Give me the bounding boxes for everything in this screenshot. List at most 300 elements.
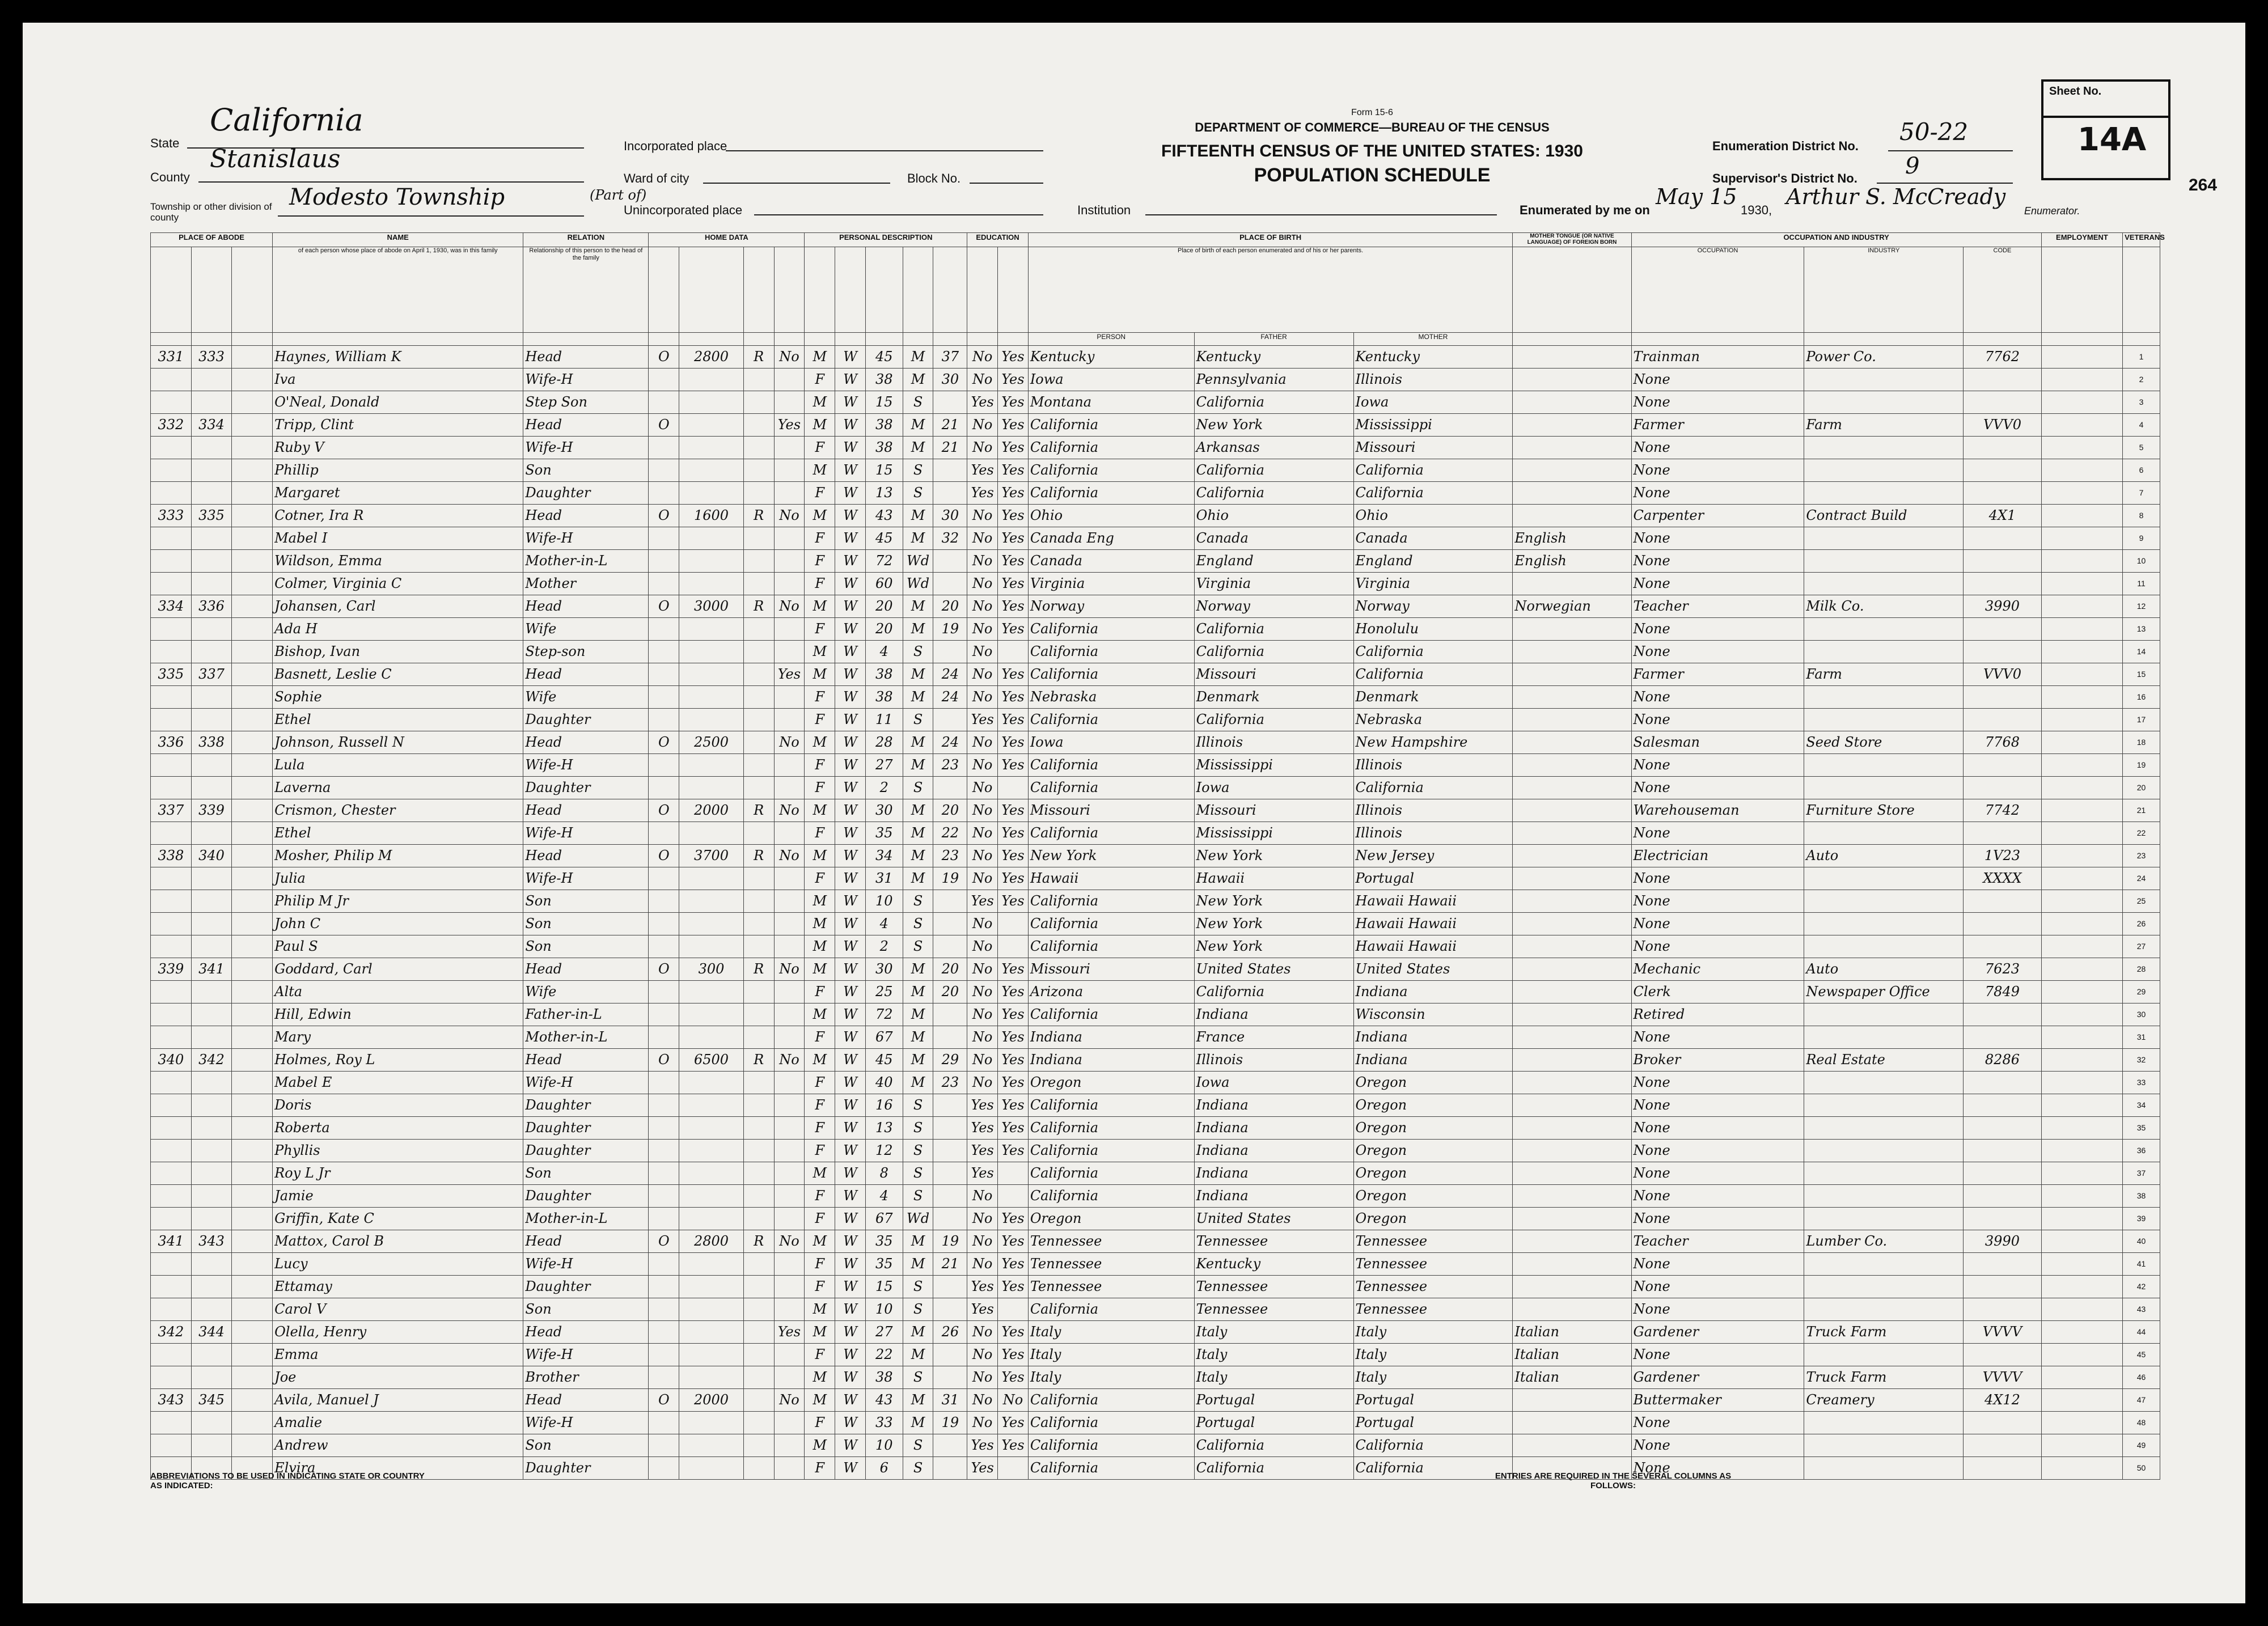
cell-sex: M (805, 346, 835, 369)
cell-mb: Hawaii Hawaii (1353, 935, 1513, 958)
cell-mar: M (903, 1321, 933, 1344)
cell-farm (774, 1344, 805, 1366)
cell-agem (933, 1003, 967, 1026)
cell-agem: 19 (933, 867, 967, 890)
cell-ind (1804, 1026, 1964, 1049)
cell-fam (191, 1162, 232, 1185)
cell-race: W (835, 1003, 866, 1026)
cell-mb: Kentucky (1353, 346, 1513, 369)
cell-rel: Wife (523, 686, 649, 709)
cell-val: 2800 (679, 346, 744, 369)
cell-occ: Clerk (1631, 981, 1804, 1003)
cell-empty (2041, 550, 2122, 573)
cell-code (1964, 822, 2041, 845)
cell-code: 1V23 (1964, 845, 2041, 867)
cell-code (1964, 573, 2041, 595)
cell-pb: California (1028, 618, 1194, 641)
cell-fam (191, 641, 232, 663)
cell-code (1964, 1253, 2041, 1276)
cell-ln: 28 (2123, 958, 2160, 981)
table-row (151, 1276, 2160, 1298)
cell-occ: None (1631, 1457, 1804, 1480)
cell-ln: 25 (2123, 890, 2160, 913)
cell-farm: No (774, 845, 805, 867)
table-row (151, 799, 2160, 822)
cell-dw (151, 1276, 192, 1298)
table-row (151, 1072, 2160, 1094)
cell-fb: Illinois (1194, 731, 1353, 754)
cell-name: Griffin, Kate C (273, 1208, 523, 1230)
cell-fam (191, 369, 232, 391)
cell-agem: 21 (933, 437, 967, 459)
cell-age: 35 (865, 822, 903, 845)
cell-ln: 42 (2123, 1276, 2160, 1298)
cell-rel: Son (523, 1434, 649, 1457)
cell-rel: Father-in-L (523, 1003, 649, 1026)
cell-pb: Virginia (1028, 573, 1194, 595)
supervisor-value: 9 (1905, 153, 1920, 179)
cell-race: W (835, 1094, 866, 1117)
cell-occ: None (1631, 618, 1804, 641)
table-row (151, 391, 2160, 414)
department-title: DEPARTMENT OF COMMERCE—BUREAU OF THE CENSUS (1195, 120, 1550, 134)
institution-label: Institution (1077, 203, 1131, 217)
cell-radio (743, 981, 774, 1003)
cell-empty (2041, 1412, 2122, 1434)
cell-race: W (835, 1298, 866, 1321)
cell-read: Yes (998, 1049, 1029, 1072)
cell-race: W (835, 731, 866, 754)
table-row (151, 482, 2160, 505)
table-row (151, 346, 2160, 369)
cell-fam: 344 (191, 1321, 232, 1344)
cell-agem: 19 (933, 1230, 967, 1253)
cell-occ: None (1631, 1412, 1804, 1434)
cell-radio (743, 731, 774, 754)
cell-mar: M (903, 1389, 933, 1412)
cell-mar: S (903, 913, 933, 935)
cell-lang (1513, 1412, 1631, 1434)
cell-empty (2041, 1389, 2122, 1412)
cell-sex: F (805, 822, 835, 845)
cell-farm (774, 777, 805, 799)
cell-fam (191, 391, 232, 414)
cell-code (1964, 1026, 2041, 1049)
cell-mar: M (903, 1003, 933, 1026)
cell-race: W (835, 641, 866, 663)
cell-empty (2041, 958, 2122, 981)
cell-ind (1804, 1003, 1964, 1026)
cell-radio (743, 482, 774, 505)
cell-ln: 6 (2123, 459, 2160, 482)
cell-name: Johnson, Russell N (273, 731, 523, 754)
cell-farm: No (774, 1049, 805, 1072)
cell-mb: California (1353, 663, 1513, 686)
cell-occ: None (1631, 913, 1804, 935)
cell-age: 34 (865, 845, 903, 867)
cell-lang (1513, 1208, 1631, 1230)
cell-empty (232, 550, 273, 573)
cell-lang (1513, 935, 1631, 958)
cell-rel: Wife-H (523, 527, 649, 550)
cell-empty (232, 686, 273, 709)
cell-mb: Indiana (1353, 981, 1513, 1003)
group-tongue: MOTHER TONGUE (OR NATIVE LANGUAGE) OF FOREIGN BORN (1513, 233, 1631, 247)
cell-mb: Tennessee (1353, 1276, 1513, 1298)
cell-ln: 50 (2123, 1457, 2160, 1480)
cell-mar: S (903, 1117, 933, 1140)
cell-occ: None (1631, 1094, 1804, 1117)
cell-mar: M (903, 346, 933, 369)
table-row (151, 822, 2160, 845)
cell-pb: California (1028, 1003, 1194, 1026)
cell-occ: None (1631, 1208, 1804, 1230)
cell-empty (2041, 1140, 2122, 1162)
cell-own (649, 913, 679, 935)
cell-rel: Wife-H (523, 369, 649, 391)
cell-read: Yes (998, 1230, 1029, 1253)
cell-ln: 14 (2123, 641, 2160, 663)
mother-header: MOTHER (1353, 333, 1513, 346)
cell-fam: 336 (191, 595, 232, 618)
cell-rel: Brother (523, 1366, 649, 1389)
cell-sex: M (805, 799, 835, 822)
cell-fb: Kentucky (1194, 346, 1353, 369)
cell-race: W (835, 1321, 866, 1344)
cell-own (649, 754, 679, 777)
cell-mb: Mississippi (1353, 414, 1513, 437)
table-row (151, 754, 2160, 777)
table-row (151, 1298, 2160, 1321)
cell-ln: 48 (2123, 1412, 2160, 1434)
cell-farm (774, 1208, 805, 1230)
cell-radio (743, 391, 774, 414)
cell-code: VVVV (1964, 1366, 2041, 1389)
cell-radio (743, 573, 774, 595)
cell-occ: Trainman (1631, 346, 1804, 369)
cell-sch: No (967, 527, 998, 550)
cell-agem (933, 1140, 967, 1162)
cell-dw (151, 867, 192, 890)
cell-rel: Wife (523, 981, 649, 1003)
cell-ln: 39 (2123, 1208, 2160, 1230)
cell-occ: Retired (1631, 1003, 1804, 1026)
cell-empty (232, 1389, 273, 1412)
cell-mb: California (1353, 459, 1513, 482)
cell-agem: 30 (933, 369, 967, 391)
cell-own (649, 1434, 679, 1457)
cell-empty (232, 731, 273, 754)
cell-pb: California (1028, 459, 1194, 482)
cell-ln: 38 (2123, 1185, 2160, 1208)
cell-sex: M (805, 1389, 835, 1412)
cell-pb: Missouri (1028, 958, 1194, 981)
cell-own: O (649, 1049, 679, 1072)
cell-ind (1804, 867, 1964, 890)
cell-mar: S (903, 709, 933, 731)
cell-race: W (835, 505, 866, 527)
cell-race: W (835, 459, 866, 482)
cell-rel: Wife-H (523, 1253, 649, 1276)
cell-ind: Milk Co. (1804, 595, 1964, 618)
cell-empty (2041, 1049, 2122, 1072)
cell-radio: R (743, 346, 774, 369)
cell-fb: Tennessee (1194, 1298, 1353, 1321)
cell-pb: California (1028, 1140, 1194, 1162)
cell-farm (774, 482, 805, 505)
cell-sch: No (967, 754, 998, 777)
cell-radio (743, 890, 774, 913)
cell-ind (1804, 1412, 1964, 1434)
cell-empty (2041, 1344, 2122, 1366)
cell-mb: Wisconsin (1353, 1003, 1513, 1026)
cell-occ: None (1631, 573, 1804, 595)
cell-empty (232, 595, 273, 618)
cell-lang (1513, 867, 1631, 890)
cell-race: W (835, 550, 866, 573)
cell-ln: 11 (2123, 573, 2160, 595)
cell-farm: No (774, 958, 805, 981)
cell-mar: M (903, 527, 933, 550)
cell-sex: F (805, 618, 835, 641)
cell-empty (2041, 1026, 2122, 1049)
enum-district-line (1888, 150, 2013, 151)
cell-empty (2041, 1434, 2122, 1457)
cell-dw: 339 (151, 958, 192, 981)
cell-sch: No (967, 595, 998, 618)
cell-name: Olella, Henry (273, 1321, 523, 1344)
cell-sex: F (805, 1457, 835, 1480)
table-row (151, 1003, 2160, 1026)
cell-lang (1513, 505, 1631, 527)
cell-sex: F (805, 777, 835, 799)
cell-val (679, 618, 744, 641)
cell-pb: California (1028, 663, 1194, 686)
cell-pb: Norway (1028, 595, 1194, 618)
table-row (151, 369, 2160, 391)
cell-val (679, 1412, 744, 1434)
cell-val: 2000 (679, 799, 744, 822)
cell-age: 13 (865, 482, 903, 505)
cell-empty (232, 459, 273, 482)
header-groups-row (151, 233, 2160, 247)
cell-radio (743, 1026, 774, 1049)
table-row (151, 414, 2160, 437)
cell-dw (151, 1366, 192, 1389)
cell-sch: No (967, 414, 998, 437)
cell-empty (232, 1117, 273, 1140)
cell-sex: M (805, 459, 835, 482)
county-line (198, 181, 584, 183)
cell-sch: Yes (967, 1434, 998, 1457)
cell-sex: F (805, 1253, 835, 1276)
table-row (151, 1434, 2160, 1457)
cell-mb: Portugal (1353, 1389, 1513, 1412)
cell-code (1964, 686, 2041, 709)
cell-read: Yes (998, 527, 1029, 550)
cell-sex: M (805, 1366, 835, 1389)
cell-sch: Yes (967, 1162, 998, 1185)
cell-name: Amalie (273, 1412, 523, 1434)
cell-read (998, 1298, 1029, 1321)
cell-own (649, 890, 679, 913)
cell-farm (774, 1162, 805, 1185)
table-row (151, 935, 2160, 958)
cell-name: Colmer, Virginia C (273, 573, 523, 595)
cell-radio: R (743, 1230, 774, 1253)
cell-mar: M (903, 369, 933, 391)
cell-ln: 13 (2123, 618, 2160, 641)
cell-fam (191, 981, 232, 1003)
cell-lang (1513, 845, 1631, 867)
cell-fb: California (1194, 709, 1353, 731)
cell-ln: 12 (2123, 595, 2160, 618)
table-row (151, 1389, 2160, 1412)
cell-lang (1513, 663, 1631, 686)
cell-occ: None (1631, 1072, 1804, 1094)
cell-sch: No (967, 958, 998, 981)
cell-name: Goddard, Carl (273, 958, 523, 981)
cell-pb: California (1028, 641, 1194, 663)
enumerator-label: Enumerator. (2024, 205, 2080, 217)
unincorporated-label: Unincorporated place (624, 203, 743, 217)
cell-dw: 335 (151, 663, 192, 686)
cell-age: 38 (865, 686, 903, 709)
cell-ind: Creamery (1804, 1389, 1964, 1412)
cell-sex: F (805, 369, 835, 391)
cell-age: 60 (865, 573, 903, 595)
cell-sch: No (967, 1208, 998, 1230)
cell-age: 35 (865, 1253, 903, 1276)
cell-age: 2 (865, 935, 903, 958)
cell-sex: M (805, 958, 835, 981)
cell-name: Wildson, Emma (273, 550, 523, 573)
cell-agem: 20 (933, 981, 967, 1003)
cell-empty (2041, 1253, 2122, 1276)
ward-label: Ward of city (624, 171, 689, 185)
cell-radio (743, 1162, 774, 1185)
cell-mar: S (903, 1185, 933, 1208)
cell-ind: Furniture Store (1804, 799, 1964, 822)
cell-race: W (835, 1026, 866, 1049)
cell-empty (2041, 731, 2122, 754)
cell-age: 38 (865, 663, 903, 686)
cell-dw: 343 (151, 1389, 192, 1412)
table-row (151, 867, 2160, 890)
cell-farm (774, 1276, 805, 1298)
cell-age: 67 (865, 1026, 903, 1049)
cell-name: Mabel E (273, 1072, 523, 1094)
cell-ln: 4 (2123, 414, 2160, 437)
cell-race: W (835, 414, 866, 437)
cell-farm: Yes (774, 414, 805, 437)
cell-empty (232, 754, 273, 777)
cell-fam (191, 618, 232, 641)
cell-empty (2041, 414, 2122, 437)
cell-pb: Oregon (1028, 1072, 1194, 1094)
cell-age: 15 (865, 1276, 903, 1298)
cell-name: Ettamay (273, 1276, 523, 1298)
cell-code (1964, 754, 2041, 777)
cell-sex: F (805, 482, 835, 505)
cell-agem: 20 (933, 595, 967, 618)
cell-ln: 45 (2123, 1344, 2160, 1366)
cell-name: Ethel (273, 709, 523, 731)
group-education: EDUCATION (967, 233, 1029, 247)
cell-fb: Indiana (1194, 1094, 1353, 1117)
cell-own: O (649, 1389, 679, 1412)
cell-ln: 31 (2123, 1026, 2160, 1049)
cell-code (1964, 890, 2041, 913)
cell-mar: S (903, 1298, 933, 1321)
cell-pb: Indiana (1028, 1026, 1194, 1049)
cell-read: Yes (998, 845, 1029, 867)
cell-pb: Tennessee (1028, 1276, 1194, 1298)
cell-rel: Wife-H (523, 822, 649, 845)
cell-radio (743, 1117, 774, 1140)
cell-code: 3990 (1964, 1230, 2041, 1253)
cell-lang: English (1513, 550, 1631, 573)
cell-code (1964, 482, 2041, 505)
cell-empty (2041, 913, 2122, 935)
cell-rel: Wife (523, 618, 649, 641)
cell-fam (191, 1412, 232, 1434)
cell-radio: R (743, 505, 774, 527)
cell-name: Phyllis (273, 1140, 523, 1162)
cell-age: 12 (865, 1140, 903, 1162)
cell-fb: New York (1194, 913, 1353, 935)
township-label: Township or other division of county (150, 201, 272, 223)
cell-own: O (649, 505, 679, 527)
cell-name: Lula (273, 754, 523, 777)
cell-code (1964, 1298, 2041, 1321)
cell-farm: No (774, 505, 805, 527)
cell-mb: New Hampshire (1353, 731, 1513, 754)
cell-own (649, 822, 679, 845)
cell-mb: United States (1353, 958, 1513, 981)
cell-sch: Yes (967, 391, 998, 414)
cell-read: Yes (998, 573, 1029, 595)
cell-radio (743, 777, 774, 799)
cell-lang (1513, 1389, 1631, 1412)
cell-agem (933, 573, 967, 595)
cell-ln: 23 (2123, 845, 2160, 867)
cell-occ: None (1631, 1185, 1804, 1208)
cell-radio (743, 550, 774, 573)
cell-sch: No (967, 1026, 998, 1049)
cell-name: Crismon, Chester (273, 799, 523, 822)
cell-empty (2041, 1276, 2122, 1298)
group-name: NAME (273, 233, 523, 247)
cell-fb: Ohio (1194, 505, 1353, 527)
cell-empty (232, 437, 273, 459)
cell-farm (774, 618, 805, 641)
cell-empty (232, 822, 273, 845)
cell-own (649, 1094, 679, 1117)
cell-val (679, 663, 744, 686)
cell-dw (151, 1003, 192, 1026)
cell-age: 33 (865, 1412, 903, 1434)
table-row (151, 618, 2160, 641)
cell-fb: New York (1194, 845, 1353, 867)
cell-read: Yes (998, 1434, 1029, 1457)
cell-fb: Iowa (1194, 777, 1353, 799)
cell-radio (743, 1140, 774, 1162)
cell-mb: Oregon (1353, 1094, 1513, 1117)
cell-own (649, 867, 679, 890)
cell-pb: California (1028, 709, 1194, 731)
cell-own (649, 663, 679, 686)
